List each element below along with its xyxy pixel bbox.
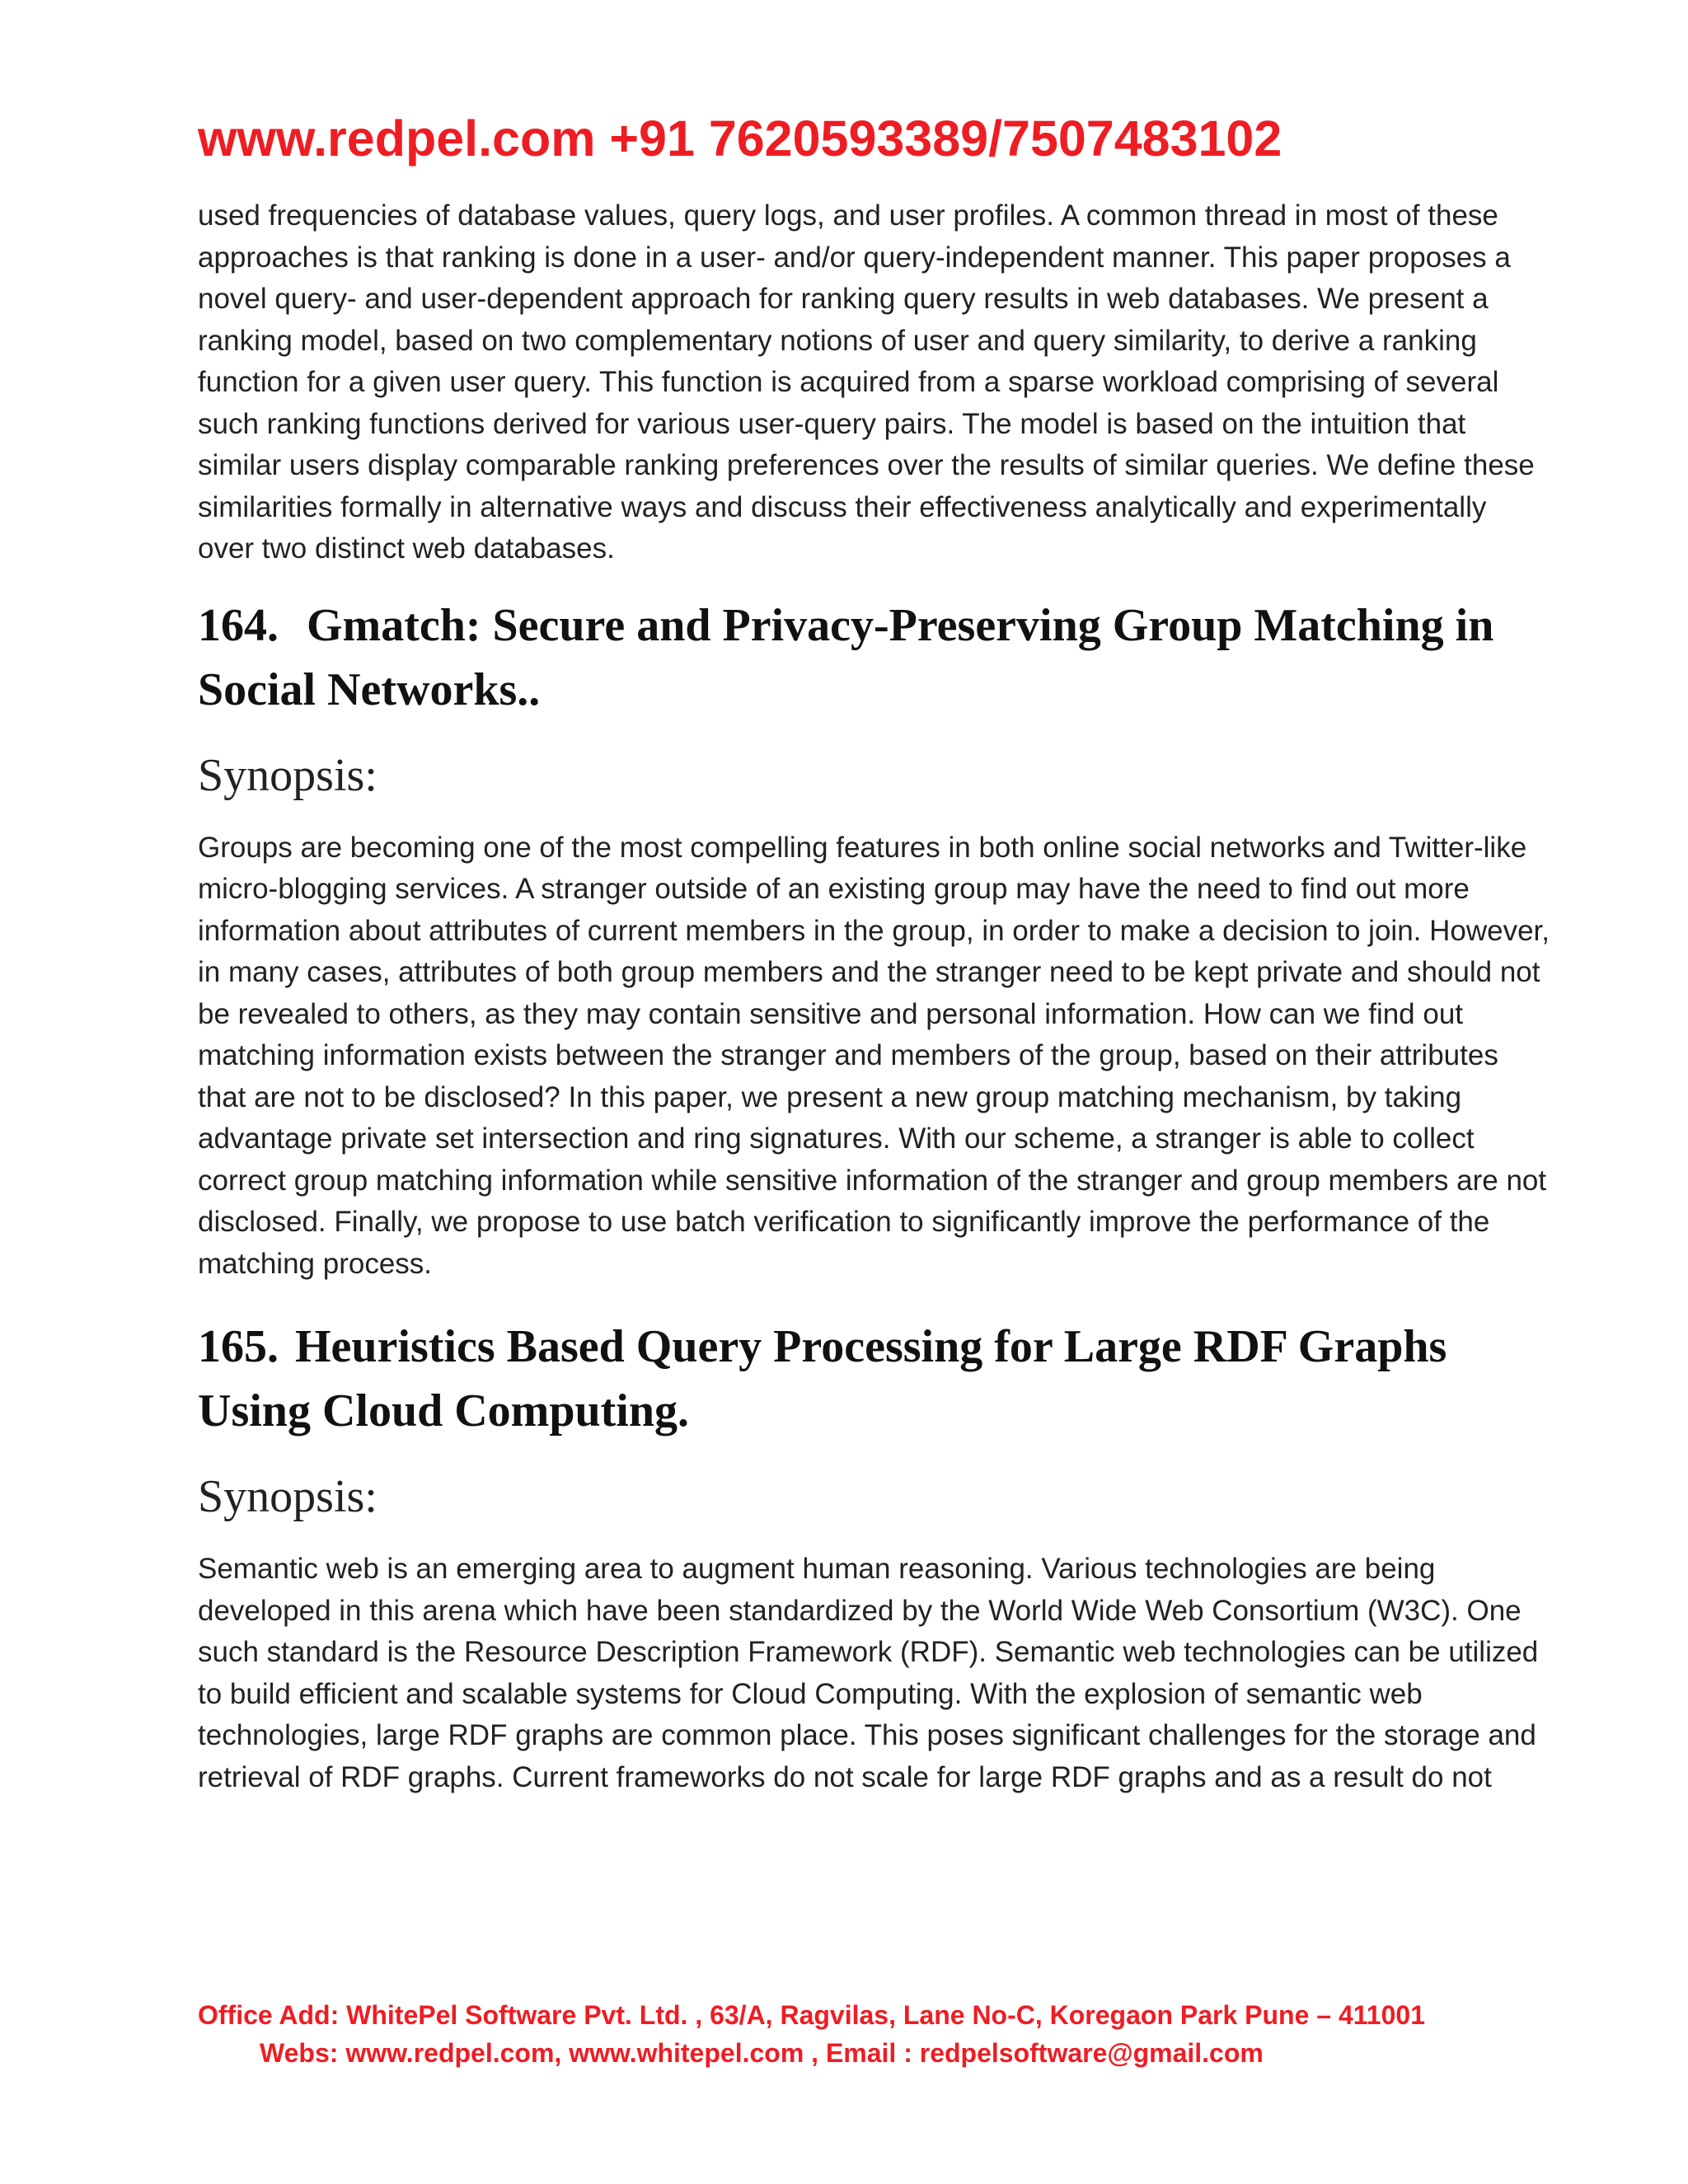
project-164-synopsis-text: Groups are becoming one of the most compelling features in both online social networks and Twitter-like micro-blogging services. A stranger outside of an existing group may have the need to find out more information about attributes of current members in the group, in order to make a decision to join. However, in many cases, attributes of both group members and the stranger need to be kept private and should not be revealed to others, as they may contain sensitive and personal information. How can we find out matching information exists between the stranger and members of the group, based on their attributes that are not to be disclosed? In this paper, we present a new group matching mechanism, by taking advantage private set intersection and ring signatures. With our scheme, a stranger is able to collect correct group matching information while sensitive information of the stranger and group members are not disclosed. Finally, we propose to use batch verification to significantly improve the performance of the matching process. — [198, 831, 1550, 1280]
footer-webs-line: Webs: www.redpel.com, www.whitepel.com , Email : redpelsoftware@gmail.com — [260, 2038, 1264, 2068]
project-164-heading — [198, 593, 1550, 722]
intro-paragraph: used frequencies of database values, query logs, and user profiles. A common thread in most of these approaches is that ranking is done in a user- and/or query-independent manner. This paper proposes a novel query- and user-dependent approach for ranking query results in web databases. We present a ranking model, based on two complementary notions of user and query similarity, to derive a ranking function for a given user query. This function is acquired from a sparse workload comprising of several such ranking functions derived for various user-query pairs. The model is based on the intuition that similar users display comparable ranking preferences over the results of similar queries. We define these similarities formally in alternative ways and discuss their effectiveness analytically and experimentally over two distinct web databases. — [198, 199, 1535, 565]
footer-address-line: Office Add: WhitePel Software Pvt. Ltd. , 63/A, Ragvilas, Lane No-C, Koregaon Park Pune – 411001 — [198, 2000, 1425, 2030]
page-footer — [198, 1996, 1550, 2072]
project-165-heading — [198, 1315, 1550, 1443]
project-165-synopsis-text: Semantic web is an emerging area to augment human reasoning. Various technologies are being developed in this arena which have been standardized by the World Wide Web Consortium (W3C). One such standard is the Resource Description Framework (RDF). Semantic web technologies can be utilized to build efficient and scalable systems for Cloud Computing. With the explosion of semantic web technologies, large RDF graphs are common place. This poses significant challenges for the storage and retrieval of RDF graphs. Current frameworks do not scale for large RDF graphs and as a result do not — [198, 1553, 1539, 1793]
page-content — [198, 195, 1550, 1798]
project-165-synopsis-label: Synopsis: — [198, 1471, 377, 1522]
project-164-title: Gmatch: Secure and Privacy-Preserving Group Matching in Social Networks.. — [198, 599, 1494, 715]
project-165-number: 165. — [198, 1321, 279, 1372]
header-contact-line: www.redpel.com +91 7620593389/7507483102 — [198, 110, 1282, 166]
project-164-synopsis-label: Synopsis: — [198, 749, 377, 801]
project-164-number: 164. — [198, 599, 279, 651]
project-165-title: Heuristics Based Query Processing for Large RDF Graphs Using Cloud Computing. — [198, 1321, 1447, 1436]
